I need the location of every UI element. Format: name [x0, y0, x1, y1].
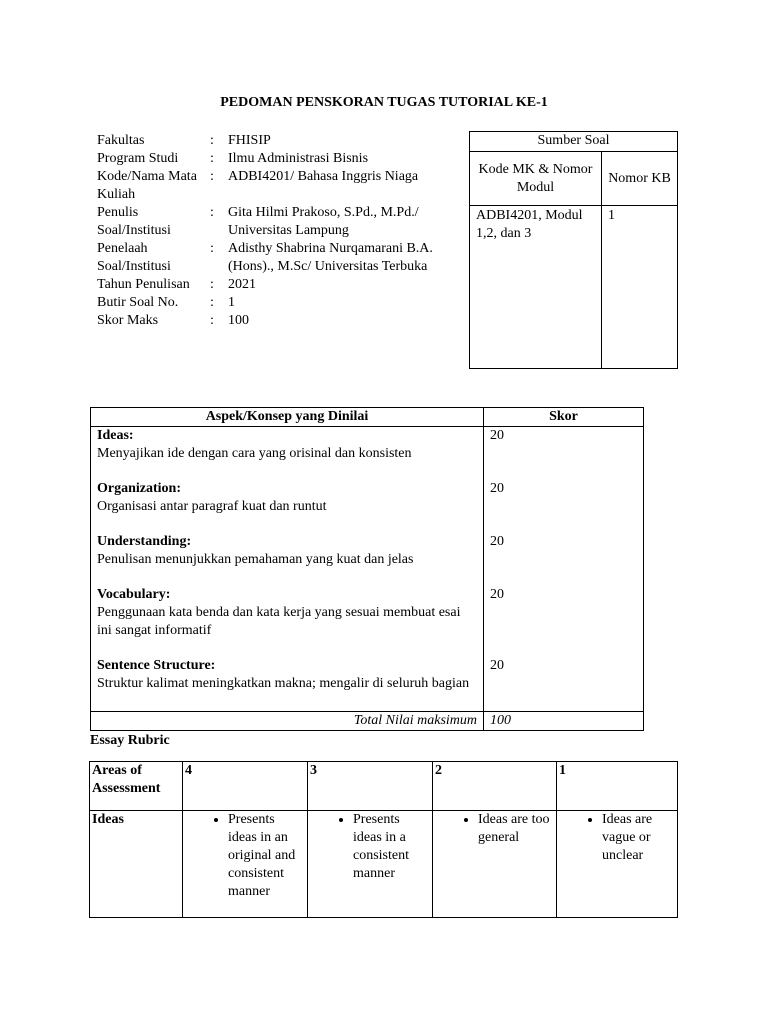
nomor-kb-header: Nomor KB — [602, 152, 677, 206]
score-table-header-row — [91, 408, 644, 427]
info-value: 2021 — [228, 277, 256, 292]
info-label: Program Studi — [97, 151, 179, 166]
info-value: Adisthy Shabrina Nurqamarani B.A.(Hons)., M.Sc/ Universitas Terbuka — [228, 241, 433, 274]
aspect-description: Struktur kalimat meningkatkan makna; mengalir di seluruh bagian — [97, 676, 470, 691]
rubric-bullet: • Ideas are vague or unclear — [602, 811, 675, 865]
score-total-row — [91, 712, 644, 731]
rubric-table — [89, 761, 678, 918]
aspect-list — [91, 427, 484, 712]
info-value: 100 — [228, 313, 249, 328]
sumber-soal-header: Sumber Soal — [470, 132, 677, 152]
info-row-penulis — [97, 204, 437, 240]
rubric-header-4: 4 — [183, 762, 308, 811]
info-label: Skor Maks — [97, 313, 159, 328]
info-value: ADBI4201/ Bahasa Inggris Niaga — [228, 169, 419, 184]
info-colon: : — [210, 313, 214, 328]
total-label: Total Nilai maksimum — [91, 712, 484, 731]
nomor-kb-column — [602, 152, 677, 369]
info-row-skor-maks — [97, 312, 437, 330]
score-value: 20 — [490, 658, 504, 673]
score-table — [90, 407, 644, 731]
info-value: 1 — [228, 295, 235, 310]
aspect-item — [97, 657, 477, 711]
info-label: Kode/Nama Mata Kuliah — [97, 169, 197, 202]
rubric-header-3: 3 — [308, 762, 433, 811]
aspect-item — [97, 427, 477, 480]
score-value: 20 — [490, 428, 504, 443]
kode-mk-header: Kode MK & Nomor Modul — [470, 152, 601, 206]
score-list — [484, 427, 644, 712]
aspect-description: Organisasi antar paragraf kuat dan runtut — [97, 499, 327, 514]
info-row-fakultas — [97, 132, 437, 150]
rubric-cell-1 — [557, 811, 678, 918]
info-row-program-studi — [97, 150, 437, 168]
info-colon: : — [210, 205, 214, 220]
aspect-header: Aspek/Konsep yang Dinilai — [91, 408, 484, 427]
course-info-block — [97, 132, 437, 330]
info-row-kode-nama — [97, 168, 437, 204]
rubric-header-1: 1 — [557, 762, 678, 811]
rubric-bullet-list — [185, 811, 305, 901]
sumber-soal-box — [469, 131, 678, 369]
rubric-bullet: • Ideas are too general — [478, 811, 554, 847]
rubric-header-row — [90, 762, 678, 811]
score-table-body-row — [91, 427, 644, 712]
rubric-header-areas: Areas of Assessment — [90, 762, 183, 811]
rubric-title: Essay Rubric — [90, 733, 170, 748]
info-label: Penelaah Soal/Institusi — [97, 241, 171, 274]
rubric-cell-4 — [183, 811, 308, 918]
info-colon: : — [210, 133, 214, 148]
rubric-cell-3 — [308, 811, 433, 918]
nomor-kb-value: 1 — [608, 208, 615, 223]
rubric-bullet-list — [435, 811, 554, 847]
rubric-cell-2 — [433, 811, 557, 918]
kode-mk-column — [470, 152, 602, 369]
info-colon: : — [210, 241, 214, 256]
rubric-bullet-list — [559, 811, 675, 865]
info-row-tahun — [97, 276, 437, 294]
info-colon: : — [210, 295, 214, 310]
info-value: FHISIP — [228, 133, 271, 148]
info-label: Butir Soal No. — [97, 295, 179, 310]
rubric-bullet: • Presents ideas in an original and consistent manner — [228, 811, 305, 901]
aspect-title: Ideas: — [97, 428, 134, 443]
info-colon: : — [210, 169, 214, 184]
aspect-title: Organization: — [97, 481, 181, 496]
info-row-penelaah — [97, 240, 437, 276]
total-value: 100 — [484, 712, 644, 731]
info-label: Fakultas — [97, 133, 145, 148]
score-value: 20 — [490, 534, 504, 549]
document-title: PEDOMAN PENSKORAN TUGAS TUTORIAL KE-1 — [220, 95, 548, 110]
aspect-title: Vocabulary: — [97, 587, 171, 602]
rubric-header-2: 2 — [433, 762, 557, 811]
kode-mk-value: ADBI4201, Modul 1,2, dan 3 — [476, 208, 583, 241]
score-value: 20 — [490, 587, 504, 602]
info-value: Gita Hilmi Prakoso, S.Pd., M.Pd./ Universitas Lampung — [228, 205, 419, 238]
rubric-bullet: • Presents ideas in a consistent manner — [353, 811, 430, 883]
info-label: Tahun Penulisan — [97, 277, 190, 292]
skor-header: Skor — [484, 408, 644, 427]
aspect-title: Understanding: — [97, 534, 192, 549]
aspect-description: Penulisan menunjukkan pemahaman yang kuat dan jelas — [97, 552, 414, 567]
info-value: Ilmu Administrasi Bisnis — [228, 151, 369, 166]
info-colon: : — [210, 151, 214, 166]
info-row-butir-soal — [97, 294, 437, 312]
aspect-item — [97, 533, 477, 586]
info-label: Penulis Soal/Institusi — [97, 205, 171, 238]
aspect-description: Penggunaan kata benda dan kata kerja yang sesuai membuat esai ini sangat informatif — [97, 605, 461, 638]
aspect-item — [97, 480, 477, 533]
score-value: 20 — [490, 481, 504, 496]
rubric-area: Ideas — [90, 811, 183, 918]
aspect-title: Sentence Structure: — [97, 658, 216, 673]
rubric-bullet-list — [310, 811, 430, 883]
info-colon: : — [210, 277, 214, 292]
aspect-description: Menyajikan ide dengan cara yang orisinal dan konsisten — [97, 446, 412, 461]
sumber-soal-columns — [470, 152, 677, 369]
rubric-row-ideas — [90, 811, 678, 918]
aspect-item — [97, 586, 477, 657]
